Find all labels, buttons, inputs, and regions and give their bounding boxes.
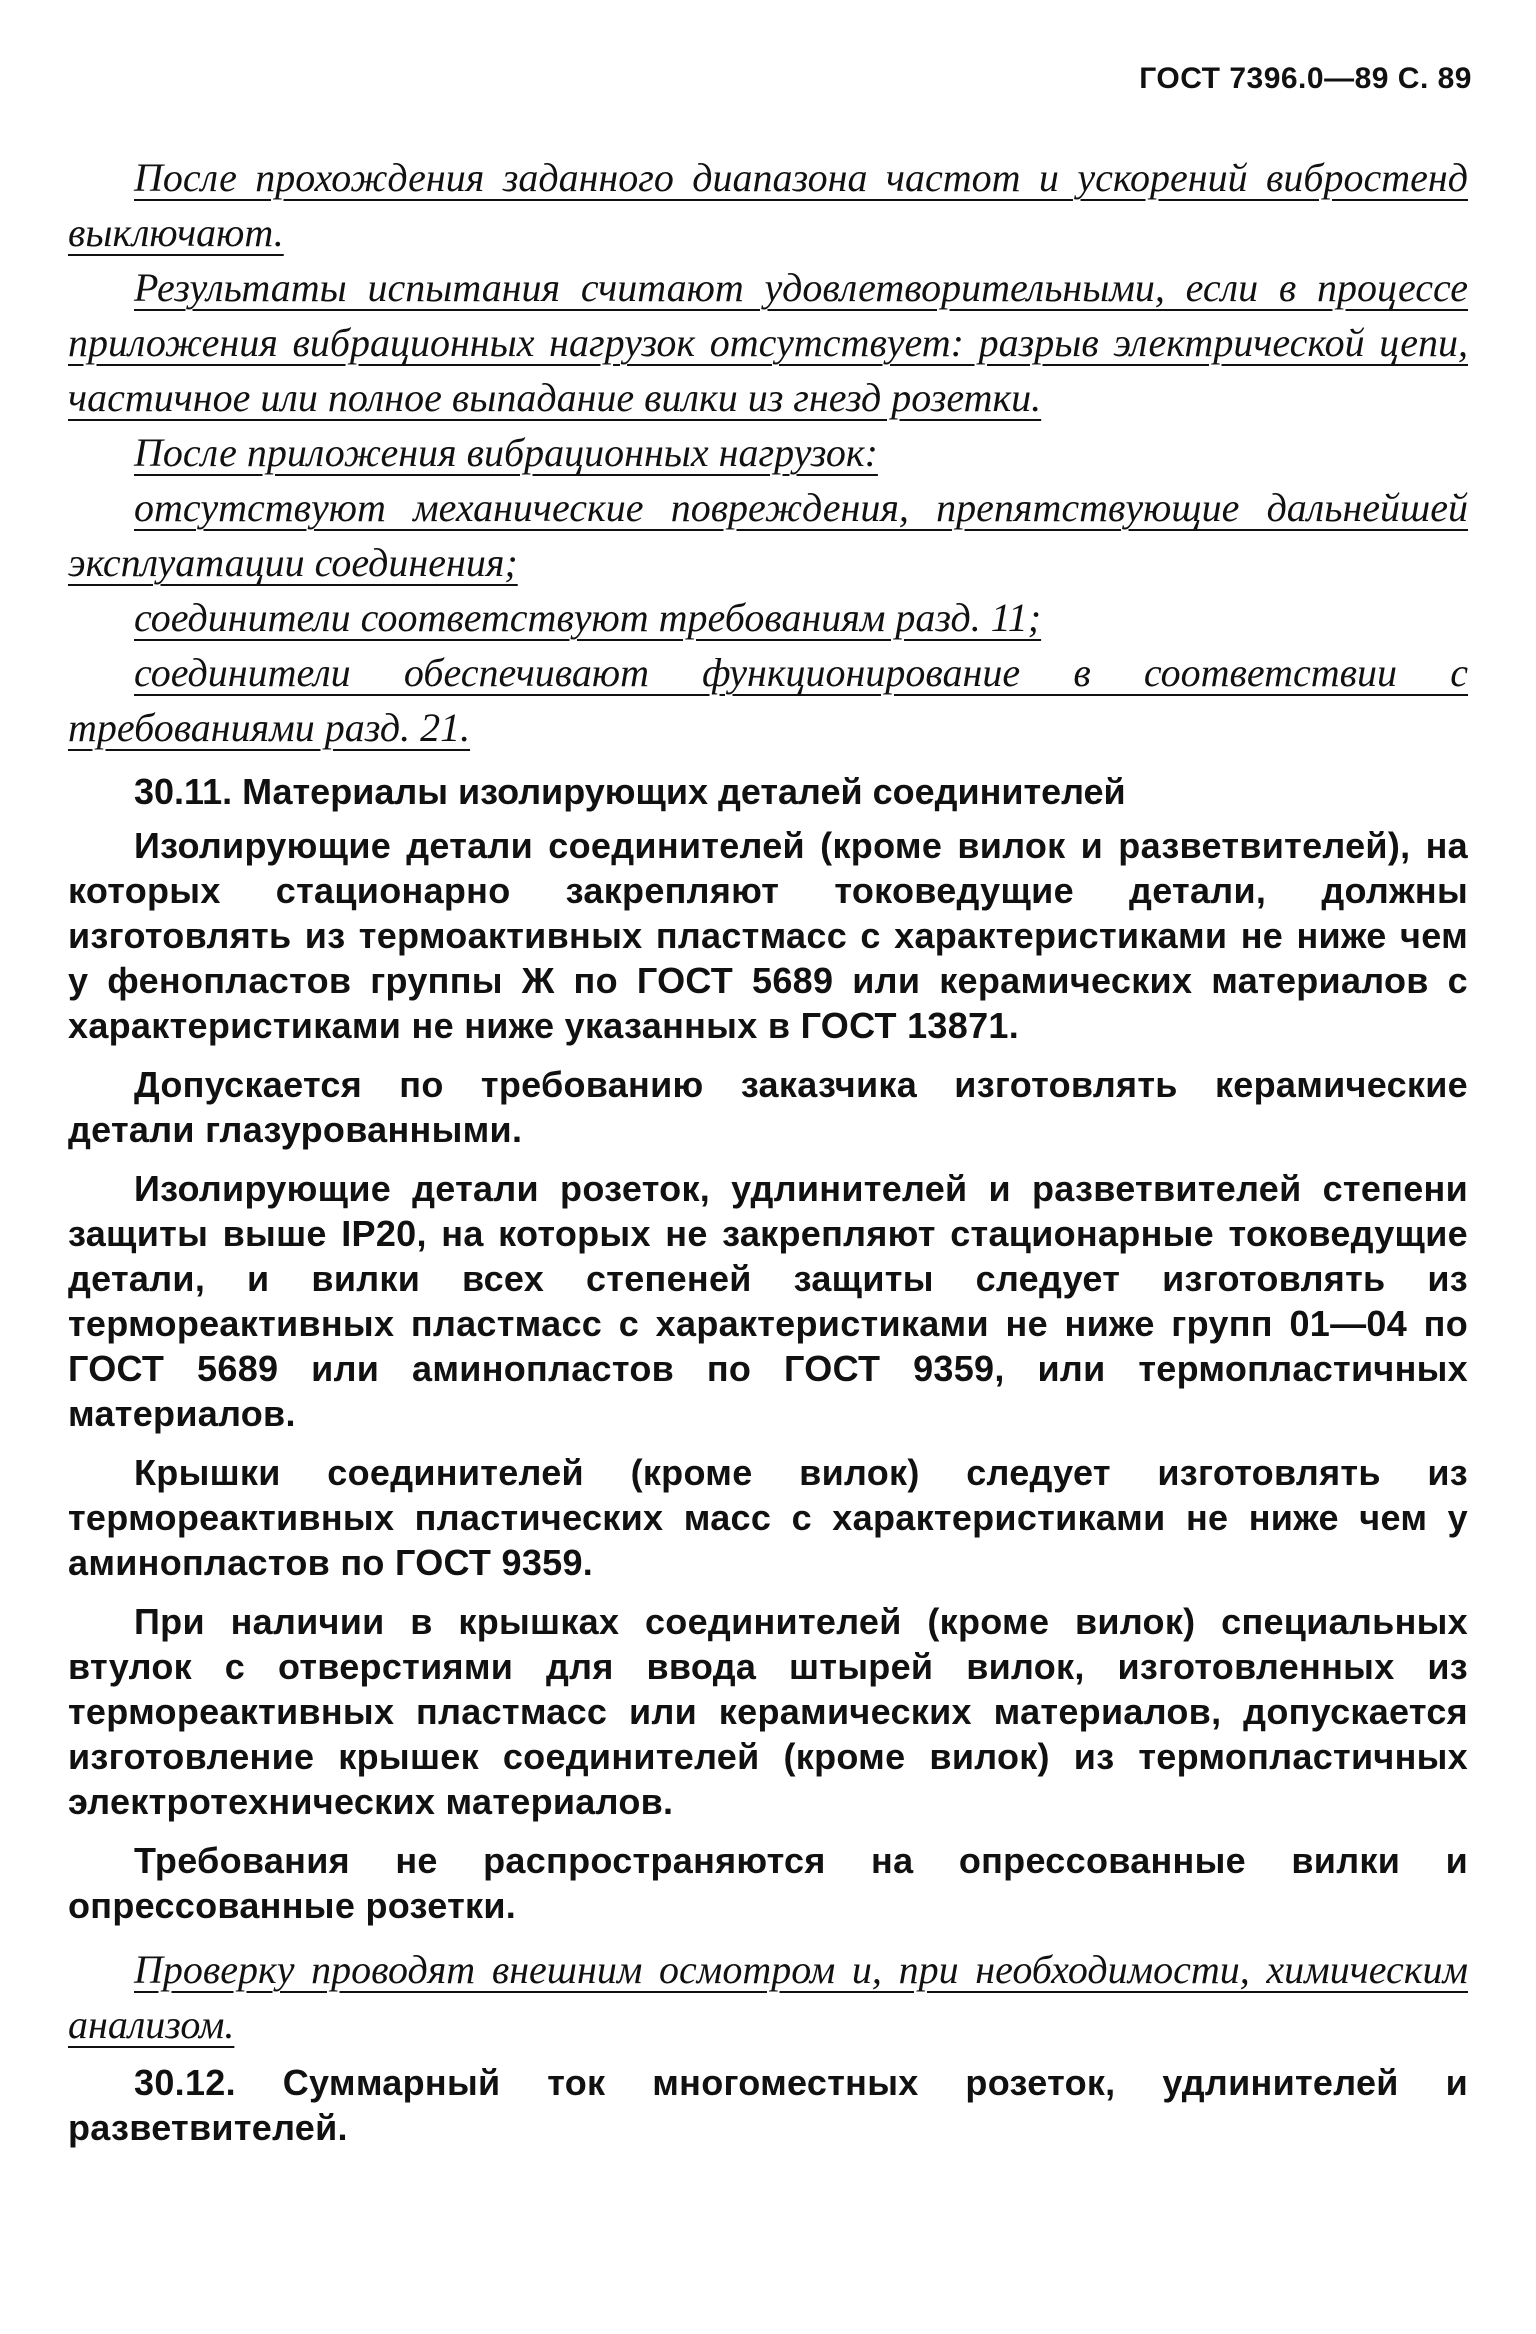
section-21-compliance-text: соединители обеспечивают функционирование в соответствии с требованиями разд. 21. (68, 650, 1468, 750)
no-damage-text: отсутствуют механические повреждения, препятствующие дальнейшей эксплуатации соединения; (68, 485, 1468, 585)
section-11-compliance-paragraph (68, 590, 1468, 645)
page-content (68, 150, 1468, 2164)
inspection-text: Проверку проводят внешним осмотром и, при необходимости, химическим анализом. (68, 1947, 1468, 2047)
test-procedure-paragraph (68, 150, 1468, 260)
section-11-compliance-text: соединители соответствуют требованиям разд. 11; (134, 595, 1042, 640)
ceramic-glazing-paragraph: Допускается по требованию заказчика изготовлять керамические детали глазурованными. (68, 1064, 1468, 1150)
section-heading-30-11: 30.11. Материалы изолирующих деталей соединителей (134, 771, 1126, 812)
test-results-paragraph (68, 260, 1468, 425)
section-21-compliance-paragraph (68, 645, 1468, 755)
bushings-paragraph: При наличии в крышках соединителей (кроме вилок) специальных втулок с отверстиями для ввода штырей вилок, изготовленных из термореактивных пластмасс или керамических материалов, допускается изготовление крышек соединителей (кроме вилок) из термопластичных электротехнических материалов. (68, 1601, 1468, 1822)
molded-exception-paragraph: Требования не распространяются на опрессованные вилки и опрессованные розетки. (68, 1840, 1468, 1926)
test-results-text: Результаты испытания считают удовлетворительными, если в процессе приложения вибрационных нагрузок отсутствует: разрыв электрической цепи, частичное или полное выпадание вилки из гнезд розетки. (68, 265, 1468, 420)
section-heading-30-12: 30.12. Суммарный ток многоместных розеток, удлинителей и разветвителей. (68, 2062, 1468, 2148)
test-procedure-text: После прохождения заданного диапазона частот и ускорений вибростенд выключают. (68, 155, 1468, 255)
covers-paragraph: Крышки соединителей (кроме вилок) следует изготовлять из термореактивных пластических масс с характеристиками не ниже чем у аминопластов по ГОСТ 9359. (68, 1452, 1468, 1583)
inspection-paragraph (68, 1942, 1468, 2052)
after-load-text: После приложения вибрационных нагрузок: (134, 430, 878, 475)
ip20-parts-paragraph: Изолирующие детали розеток, удлинителей и разветвителей степени защиты выше IP20, на которых не закрепляют стационарные токоведущие детали, и вилки всех степеней защиты следует изготовлять из термореактивных пластмасс с характеристиками не ниже групп 01—04 по ГОСТ 5689 или аминопластов по ГОСТ 9359, или термопластичных материалов. (68, 1168, 1468, 1434)
insulating-parts-paragraph: Изолирующие детали соединителей (кроме вилок и разветвителей), на которых стационарно закрепляют токоведущие детали, должны изготовлять из термоактивных пластмасс с характеристиками не ниже чем у фенопластов группы Ж по ГОСТ 5689 или керамических материалов с характеристиками не ниже указанных в ГОСТ 13871. (68, 825, 1468, 1046)
after-load-paragraph (68, 425, 1468, 480)
page-header: ГОСТ 7396.0—89 С. 89 (1139, 62, 1472, 95)
no-damage-paragraph (68, 480, 1468, 590)
